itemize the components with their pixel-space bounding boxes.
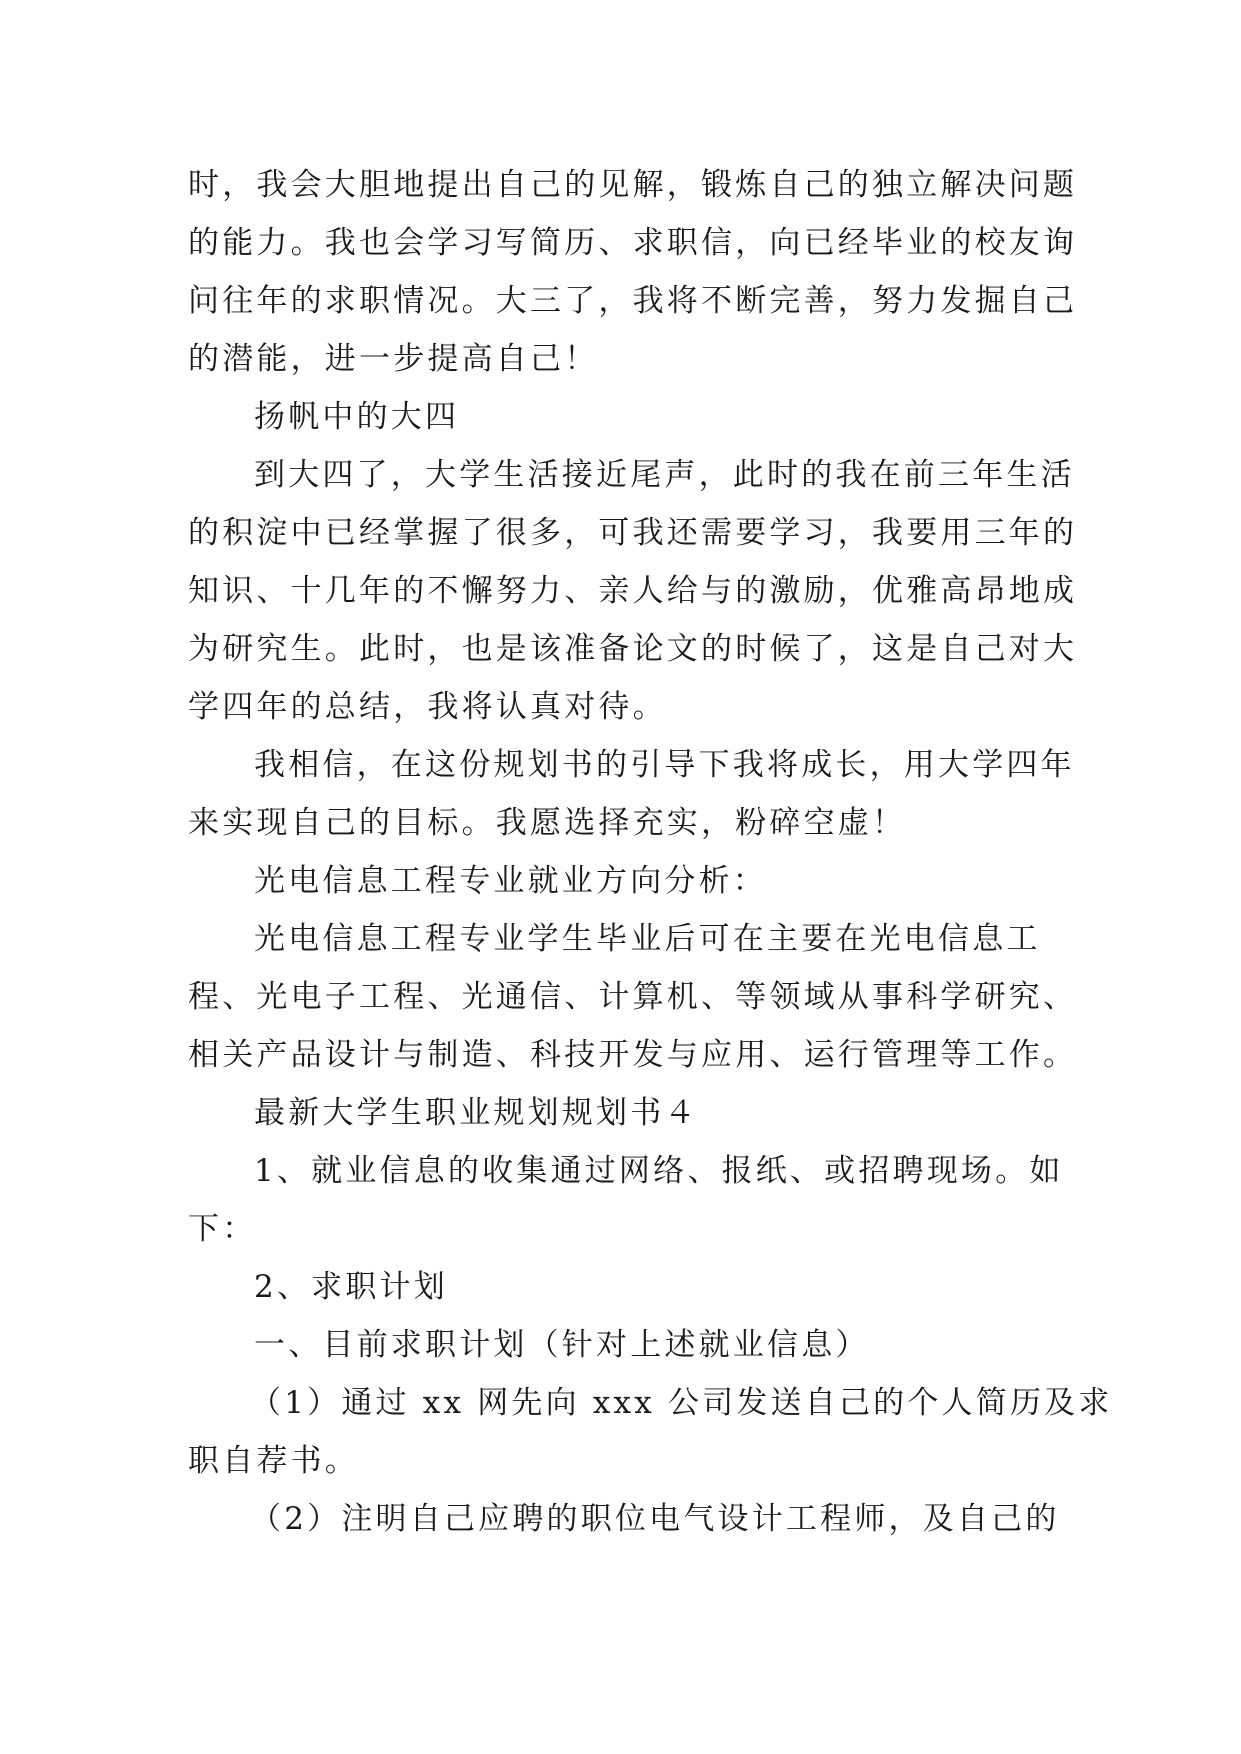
text-line: 职自荐书。 xyxy=(188,1443,359,1479)
section-heading: 最新大学生职业规划规划书４ xyxy=(254,1095,699,1131)
text-line: 问往年的求职情况。大三了，我将不断完善，努力发掘自己 xyxy=(188,283,1078,319)
section-heading: 一、目前求职计划（针对上述就业信息） xyxy=(254,1327,870,1363)
section-heading: 2、求职计划 xyxy=(254,1269,448,1305)
text-line: 到大四了，大学生活接近尾声，此时的我在前三年生活 xyxy=(254,457,1075,493)
text-line: （1）通过 xx 网先向 xxx 公司发送自己的个人简历及求 xyxy=(250,1385,1113,1421)
text-line: 学四年的总结，我将认真对待。 xyxy=(188,689,667,725)
text-line: 下： xyxy=(188,1211,257,1247)
text-line: 光电信息工程专业学生毕业后可在主要在光电信息工 xyxy=(254,921,1041,957)
section-heading: 光电信息工程专业就业方向分析： xyxy=(254,863,767,899)
text-line: 的能力。我也会学习写简历、求职信，向已经毕业的校友询 xyxy=(188,225,1078,261)
text-line: 时，我会大胆地提出自己的见解，锻炼自己的独立解决问题 xyxy=(188,167,1078,203)
text-line: 的积淀中已经掌握了很多，可我还需要学习，我要用三年的 xyxy=(188,515,1078,551)
text-line: 相关产品设计与制造、科技开发与应用、运行管理等工作。 xyxy=(188,1037,1078,1073)
text-line: 来实现自己的目标。我愿选择充实，粉碎空虚！ xyxy=(188,805,907,841)
text-line: 的潜能，进一步提高自己！ xyxy=(188,341,599,377)
text-line: 我相信，在这份规划书的引导下我将成长，用大学四年 xyxy=(254,747,1075,783)
text-line: 为研究生。此时，也是该准备论文的时候了，这是自己对大 xyxy=(188,631,1078,667)
text-line: 1、就业信息的收集通过网络、报纸、或招聘现场。如 xyxy=(254,1153,1064,1189)
section-heading: 扬帆中的大四 xyxy=(254,399,460,435)
text-line: 程、光电子工程、光通信、计算机、等领域从事科学研究、 xyxy=(188,979,1078,1015)
text-line: 知识、十几年的不懈努力、亲人给与的激励，优雅高昂地成 xyxy=(188,573,1078,609)
text-line: （2）注明自己应聘的职位电气设计工程师，及自己的 xyxy=(250,1501,1060,1537)
